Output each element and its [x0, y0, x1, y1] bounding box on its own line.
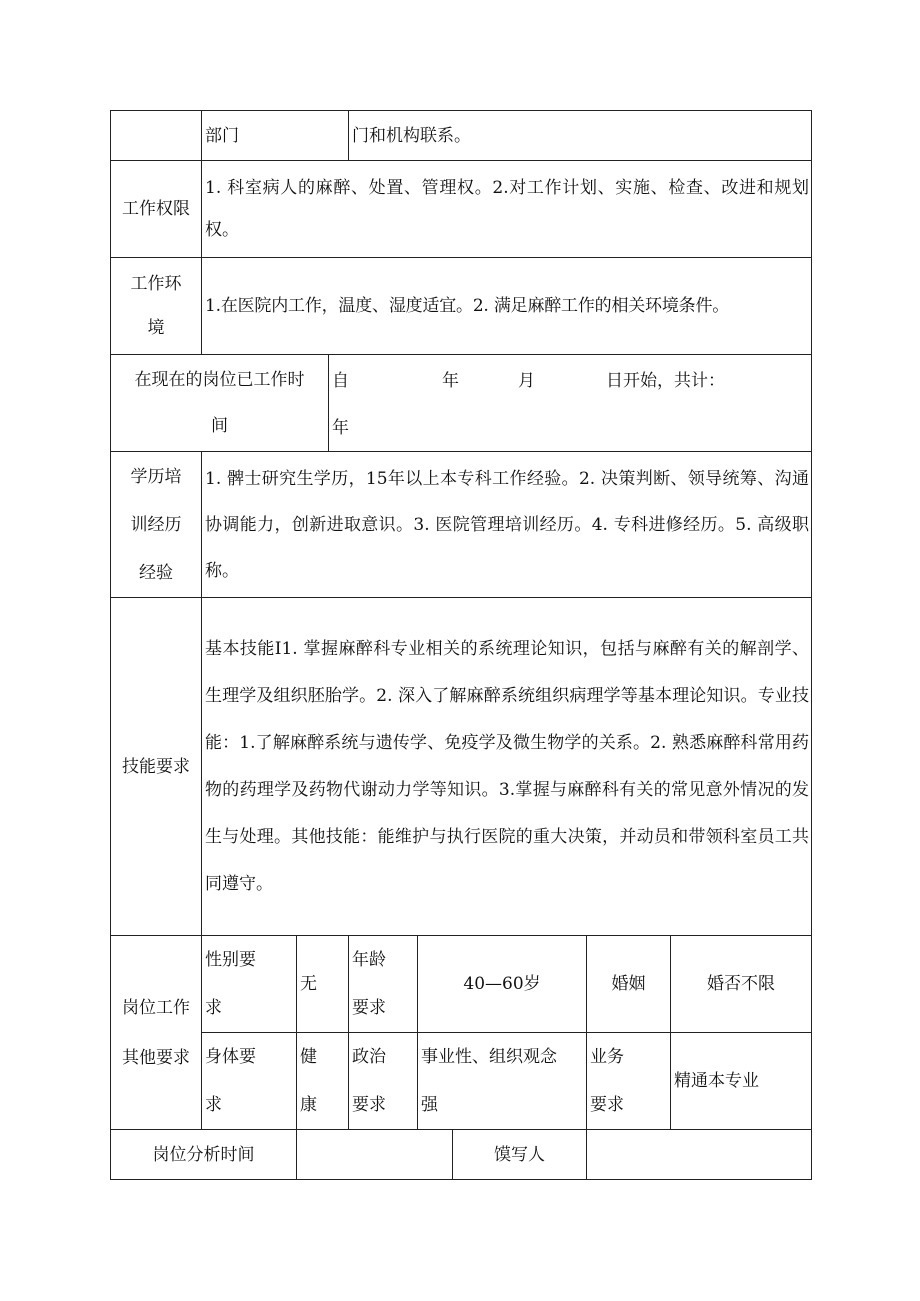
environment-label-line1: 工作环	[130, 274, 182, 294]
skills-content: 基本技能I1. 掌握麻醉科专业相关的系统理论知识，包括与麻醉有关的解剖学、生理学及组织胚胎学。2. 深入了解麻醉系统组织病理学等基本理论知识。专业技能：1.了解麻醉系统与遗传学、免疫学及微生物学的关系。2. 熟悉麻醉科常用药物的药理学及药物代谢动力学等知识。3.掌握与麻醉科有关的常见意外情况的发生与处理。其他技能：能维护与执行医院的重大决策，并动员和带领科室员工共同遵守。	[202, 598, 812, 936]
education-label-line2: 训经历	[130, 514, 182, 535]
analysis-time-value[interactable]	[297, 1130, 453, 1180]
other-req-label-line1: 岗位工作	[122, 997, 190, 1018]
skills-label: 技能要求	[111, 598, 202, 936]
analysis-time-label: 岗位分析时间	[111, 1130, 297, 1180]
body-value: 健康	[297, 1033, 349, 1130]
environment-label-line2: 境	[147, 318, 165, 338]
table-row	[111, 1033, 812, 1130]
body-label: 身体要求	[202, 1033, 297, 1130]
tenure-line2: 年	[332, 418, 349, 438]
empty-label-cell	[111, 111, 202, 161]
education-label	[111, 452, 202, 598]
tenure-day-start: 日开始，共计：	[606, 371, 725, 391]
table-row	[111, 111, 812, 161]
marriage-value: 婚否不限	[671, 936, 812, 1033]
tenure-line1	[332, 357, 809, 405]
age-label: 年龄要求	[349, 936, 418, 1033]
writer-value[interactable]	[587, 1130, 812, 1180]
marriage-label: 婚姻	[587, 936, 671, 1033]
table-row	[111, 452, 812, 598]
tenure-label-line2: 间	[211, 416, 228, 436]
business-label: 业务要求	[587, 1033, 671, 1130]
dept-right-cell: 门和机构联系。	[349, 111, 812, 161]
environment-label	[111, 258, 202, 355]
other-req-label-line2: 其他要求	[122, 1047, 190, 1068]
environment-content: 1.在医院内工作，温度、湿度适宜。2. 满足麻醉工作的相关环境条件。	[202, 258, 812, 355]
tenure-month-unit: 月	[518, 371, 535, 391]
table-row	[111, 355, 812, 452]
education-content: 1. 髀士研究生学历，15年以上本专科工作经验。2. 决策判断、领导统筹、沟通协调能力，创新进取意识。3. 医院管理培训经历。4. 专科进修经历。5. 高级职称。	[202, 452, 812, 598]
table-row	[111, 258, 812, 355]
writer-label: 馍写人	[453, 1130, 587, 1180]
politics-label: 政治要求	[349, 1033, 418, 1130]
tenure-label-line1: 在现在的岗位已工作时	[134, 370, 305, 390]
table-row	[111, 598, 812, 936]
table-row	[111, 161, 812, 258]
education-label-line1: 学历培	[130, 466, 182, 487]
authority-label: 工作权限	[111, 161, 202, 258]
gender-value: 无	[297, 936, 349, 1033]
politics-value: 事业性、组织观念强	[418, 1033, 587, 1130]
table-row	[111, 1130, 812, 1180]
job-description-table	[110, 110, 812, 1180]
tenure-year-unit: 年	[442, 371, 459, 391]
authority-content: 1. 科室病人的麻醉、处置、管理权。2.对工作计划、实施、检查、改进和规划权。	[202, 161, 812, 258]
tenure-value-cell	[329, 355, 812, 452]
business-value: 精通本专业	[671, 1033, 812, 1130]
tenure-label	[111, 355, 329, 452]
tenure-from: 自	[332, 371, 349, 391]
age-value: 40—60岁	[418, 936, 587, 1033]
table-row	[111, 936, 812, 1033]
education-label-line3: 经验	[139, 562, 173, 583]
gender-label: 性别要求	[202, 936, 297, 1033]
other-req-label	[111, 936, 202, 1130]
dept-left-cell: 部门	[202, 111, 349, 161]
